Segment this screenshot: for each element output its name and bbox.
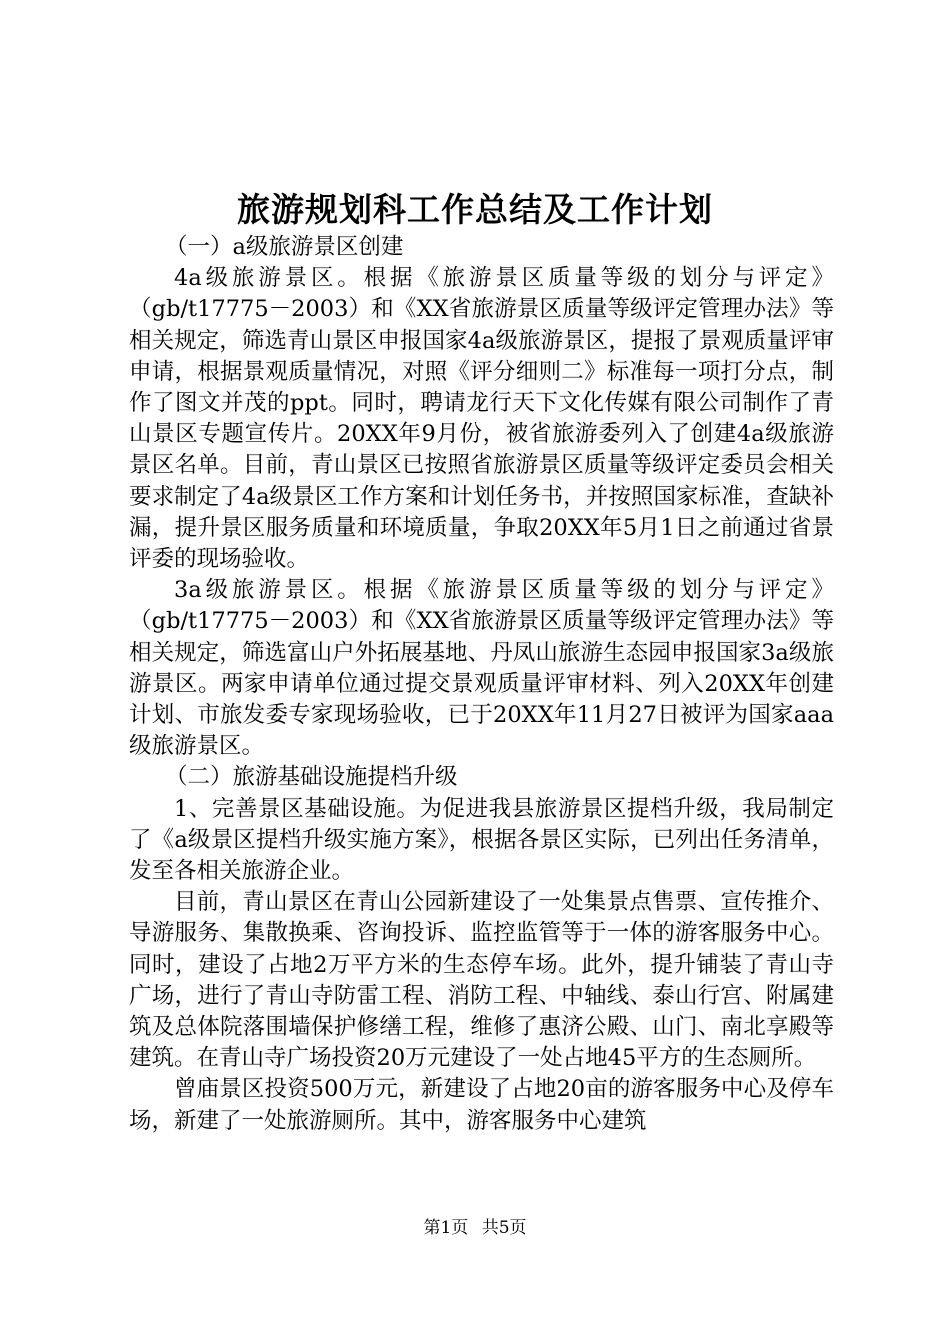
- section-heading-1: （一）a级旅游景区创建: [165, 234, 404, 260]
- page-total: 共5页: [481, 1218, 527, 1238]
- page-footer: [0, 1216, 950, 1240]
- paragraph-zengmiao: 曾庙景区投资500万元，新建设了占地20亩的游客服务中心及停车场，新建了一处旅游厕所。其中，游客服务中心建筑: [129, 1076, 834, 1134]
- paragraph-3a-scenic-area: 3a级旅游景区。根据《旅游景区质量等级的划分与评定》（gb/t17775－2003）和《XX省旅游景区质量等级评定管理办法》等相关规定，筛选富山户外拓展基地、丹凤山旅游生态园申报国家3a级旅游景区。两家申请单位通过提交景观质量评审材料、列入20XX年创建计划、市旅发委专家现场验收，已于20XX年11月27日被评为国家aaa级旅游景区。: [129, 577, 834, 760]
- document-title: 旅游规划科工作总结及工作计划: [237, 190, 713, 229]
- section-heading-2: （二）旅游基础设施提档升级: [165, 764, 458, 791]
- paragraph-qingshan: 目前，青山景区在青山公园新建设了一处集景点售票、宣传推介、导游服务、集散换乘、咨询投诉、监控监管等于一体的游客服务中心。同时，建设了占地2万平方米的生态停车场。此外，提升铺装了青山寺广场，进行了青山寺防雷工程、消防工程、中轴线、泰山行宫、附属建筑及总体院落围墙保护修缮工程，维修了惠济公殿、山门、南北享殿等建筑。在青山寺广场投资20万元建设了一处占地45平方的生态厕所。: [129, 889, 834, 1072]
- paragraph-4a-scenic-area: 4a级旅游景区。根据《旅游景区质量等级的划分与评定》（gb/t17775－2003）和《XX省旅游景区质量等级评定管理办法》等相关规定，筛选青山景区申报国家4a级旅游景区，提报了景观质量评审申请，根据景观质量情况，对照《评分细则二》标准每一项打分点，制作了图文并茂的ppt。同时，聘请龙行天下文化传媒有限公司制作了青山景区专题宣传片。20XX年9月份，被省旅游委列入了创建4a级旅游景区名单。目前，青山景区已按照省旅游景区质量等级评定委员会相关要求制定了4a级景区工作方案和计划任务书，并按照国家标准，查缺补漏，提升景区服务质量和环境质量，争取20XX年5月1日之前通过省景评委的现场验收。: [129, 265, 834, 573]
- document-body: [129, 232, 834, 1137]
- page-number: 第1页: [423, 1218, 469, 1238]
- paragraph-infrastructure: 1、完善景区基础设施。为促进我县旅游景区提档升级，我局制定了《a级景区提档升级实施方案》，根据各景区实际，已列出任务清单，发至各相关旅游企业。: [129, 795, 834, 885]
